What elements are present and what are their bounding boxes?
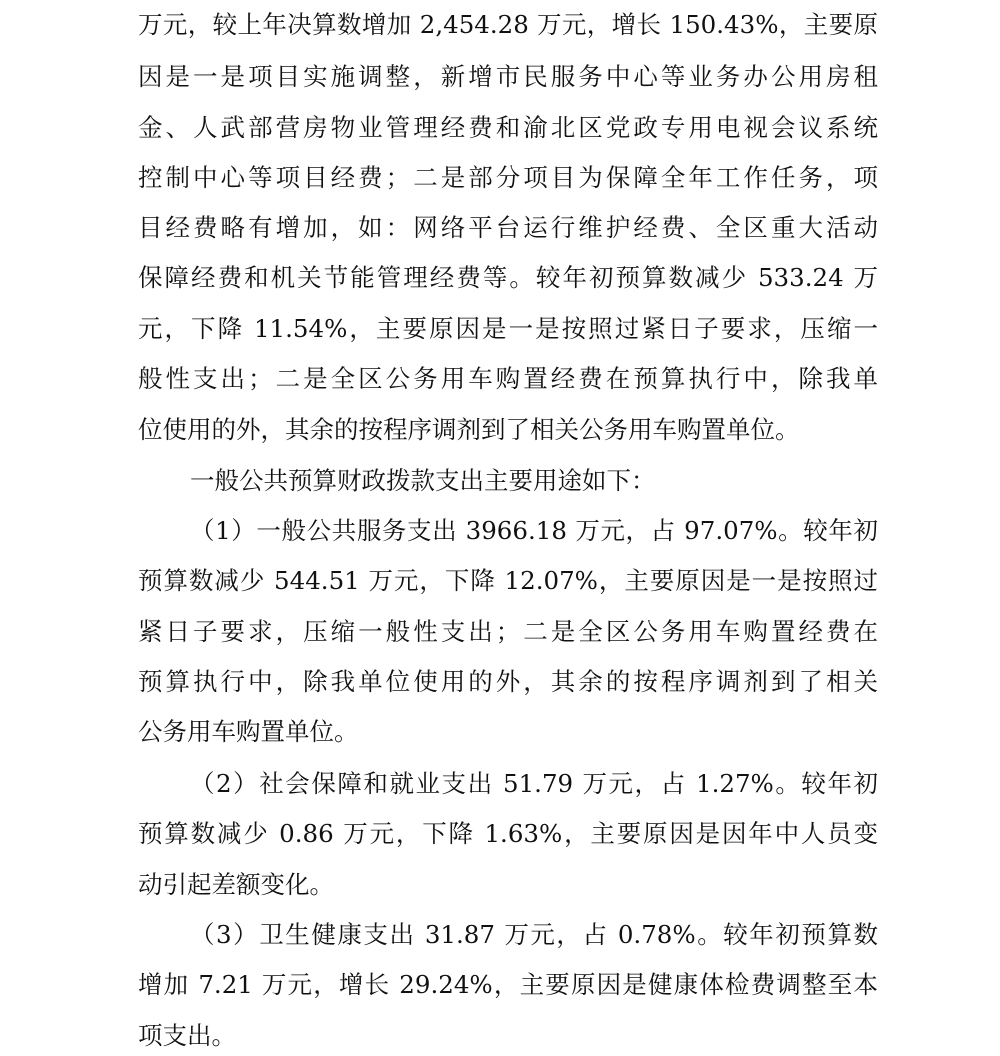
text-line: 金、人武部营房物业管理经费和渝北区党政专用电视会议系统 xyxy=(138,113,878,142)
text-line: 万元，较上年决算数增加 2,454.28 万元，增长 150.43%，主要原 xyxy=(138,10,878,39)
text-line: 预算执行中，除我单位使用的外，其余的按程序调剂到了相关 xyxy=(138,667,878,696)
item-1-first-line: （1）一般公共服务支出 3966.18 万元，占 97.07%。较年初 xyxy=(190,516,878,545)
section-heading-line: 一般公共预算财政拨款支出主要用途如下： xyxy=(190,466,656,495)
text-line: 项支出。 xyxy=(138,1021,236,1050)
item-3-first-line: （3）卫生健康支出 31.87 万元，占 0.78%。较年初预算数 xyxy=(190,920,878,949)
text-line: 般性支出；二是全区公务用车购置经费在预算执行中，除我单 xyxy=(138,364,878,393)
text-line: 目经费略有增加，如：网络平台运行维护经费、全区重大活动 xyxy=(138,213,878,242)
text-line: 预算数减少 544.51 万元，下降 12.07%，主要原因是一是按照过 xyxy=(138,566,878,595)
text-line: 动引起差额变化。 xyxy=(138,870,334,899)
item-2-first-line: （2）社会保障和就业支出 51.79 万元，占 1.27%。较年初 xyxy=(190,769,878,798)
text-line: 预算数减少 0.86 万元，下降 1.63%，主要原因是因年中人员变 xyxy=(138,819,878,848)
text-line: 公务用车购置单位。 xyxy=(138,717,359,746)
text-line: 因是一是项目实施调整，新增市民服务中心等业务办公用房租 xyxy=(138,62,878,91)
text-line: 增加 7.21 万元，增长 29.24%，主要原因是健康体检费调整至本 xyxy=(138,970,878,999)
text-line: 控制中心等项目经费；二是部分项目为保障全年工作任务，项 xyxy=(138,163,878,192)
text-line: 保障经费和机关节能管理经费等。较年初预算数减少 533.24 万 xyxy=(138,263,878,292)
text-line: 元，下降 11.54%，主要原因是一是按照过紧日子要求，压缩一 xyxy=(138,314,878,343)
text-line: 位使用的外，其余的按程序调剂到了相关公务用车购置单位。 xyxy=(138,415,800,444)
text-line: 紧日子要求，压缩一般性支出；二是全区公务用车购置经费在 xyxy=(138,617,878,646)
